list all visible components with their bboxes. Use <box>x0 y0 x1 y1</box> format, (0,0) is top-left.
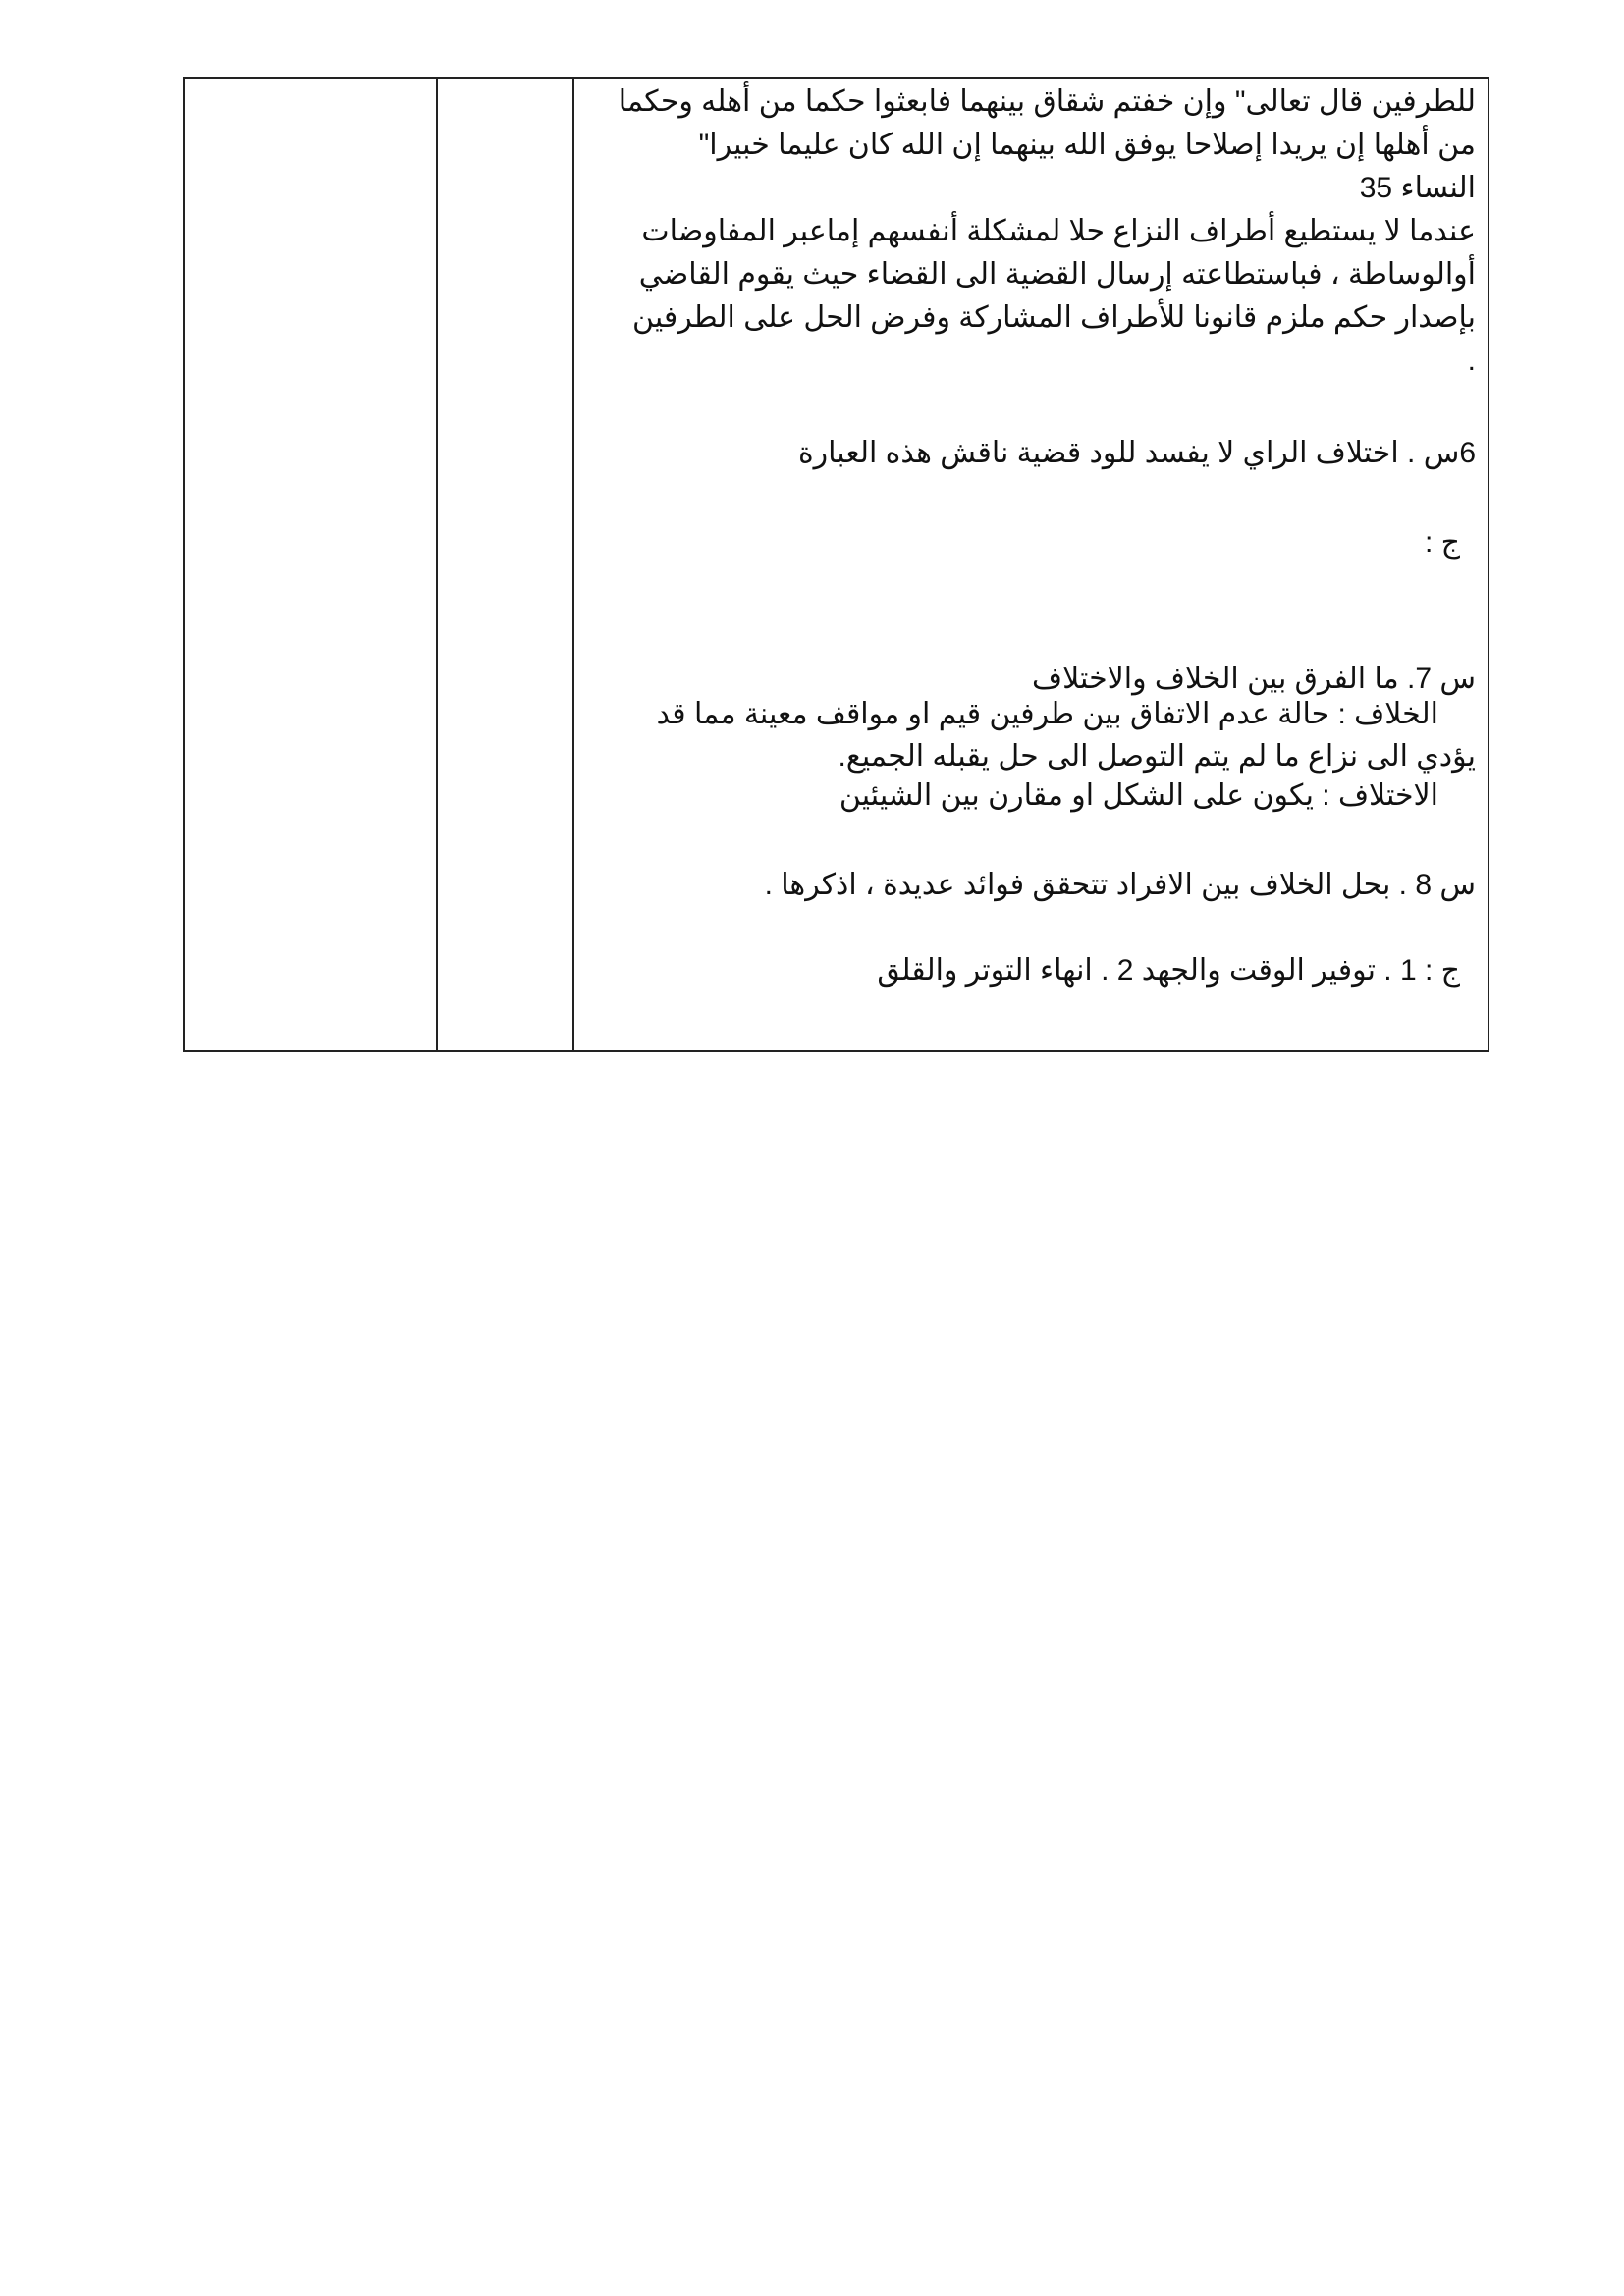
answer-8: ج : 1 . توفير الوقت والجهد 2 . انهاء التوتر والقلق <box>877 954 1460 987</box>
text-line: من أهلها إن يريدا إصلاحا يوفق الله بينهما إن الله كان عليما خبيرا" <box>698 129 1476 161</box>
text-line: . <box>1467 345 1476 377</box>
left-column <box>185 79 436 1050</box>
text-line: للطرفين قال تعالى" وإن خفتم شقاق بينهما فابعثوا حكما من أهله وحكما <box>618 85 1476 118</box>
document-table <box>183 77 1489 1052</box>
text-line: أوالوساطة ، فباستطاعته إرسال القضية الى القضاء حيث يقوم القاضي <box>638 258 1476 291</box>
answer-6: ج : <box>1424 526 1460 559</box>
answer-7-line: الخلاف : حالة عدم الاتفاق بين طرفين قيم او مواقف معينة مما قد <box>656 698 1438 730</box>
question-7: س 7. ما الفرق بين الخلاف والاختلاف <box>1032 663 1476 695</box>
answer-column <box>572 79 1488 1050</box>
question-6: 6س . اختلاف الراي لا يفسد للود قضية ناقش هذه العبارة <box>797 437 1476 469</box>
text-line: بإصدار حكم ملزم قانونا للأطراف المشاركة وفرض الحل على الطرفين <box>632 301 1476 334</box>
answer-7-line: يؤدي الى نزاع ما لم يتم التوصل الى حل يقبله الجميع. <box>838 740 1476 773</box>
answer-7-line: الاختلاف : يكون على الشكل او مقارن بين الشيئين <box>839 779 1438 812</box>
question-8: س 8 . بحل الخلاف بين الافراد تتحقق فوائد عديدة ، اذكرها . <box>764 869 1476 901</box>
text-line: النساء 35 <box>1359 172 1476 204</box>
text-line: عندما لا يستطيع أطراف النزاع حلا لمشكلة أنفسهم إماعبر المفاوضات <box>641 215 1476 247</box>
middle-column <box>436 79 572 1050</box>
